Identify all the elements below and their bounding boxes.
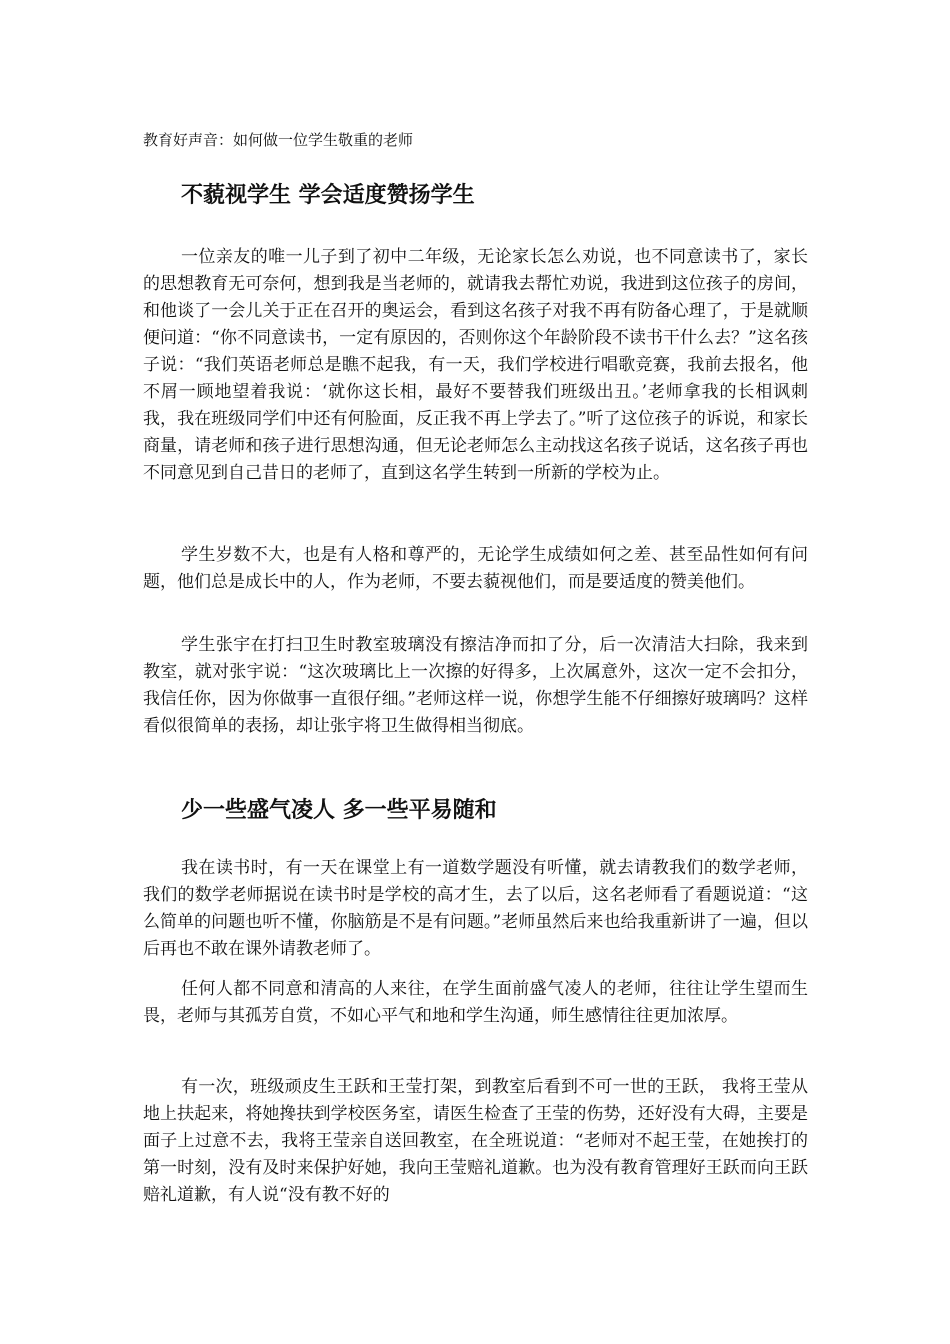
section-title: 不藐视学生 学会适度赞扬学生 (181, 183, 475, 208)
paragraph: 学生张宇在打扫卫生时教室玻璃没有擦洁净而扣了分，后一次清洁大扫除，我来到教室，就对张宇说：“这次玻璃比上一次擦的好得多，上次属意外，这次一定不会扣分，我信任你，因为你做事一直很仔细。”老师这样一说，你想学生能不仔细擦好玻璃吗？这样看似很简单的表扬，却让张宇将卫生做得相当彻底。 (143, 635, 808, 736)
paragraph: 任何人都不同意和清高的人来往，在学生面前盛气凌人的老师，往往让学生望而生畏，老师与其孤芳自赏，不如心平气和地和学生沟通，师生感情往往更加浓厚。 (143, 979, 808, 1026)
paragraph: 有一次，班级顽皮生王跃和王莹打架，到教室后看到不可一世的王跃， 我将王莹从地上扶起来，将她搀扶到学校医务室，请医生检查了王莹的伤势，还好没有大碍，主要是面子上过意不去，我将王莹亲自送回教室，在全班说道：“老师对不起王莹，在她挨打的第一时刻，没有及时来保护好她，我向王莹赔礼道歉。也为没有教育管理好王跃而向王跃赔礼道歉，有人说“没有教不好的 (143, 1077, 808, 1205)
paragraph: 一位亲友的唯一儿子到了初中二年级，无论家长怎么劝说，也不同意读书了，家长的思想教育无可奈何，想到我是当老师的，就请我去帮忙劝说，我进到这位孩子的房间，和他谈了一会儿关于正在召开的奥运会，看到这名孩子对我不再有防备心理了，于是就顺便问道：“你不同意读书，一定有原因的，否则你这个年龄阶段不读书干什么去？”这名孩子说：“我们英语老师总是瞧不起我，有一天，我们学校进行唱歌竞赛，我前去报名，他不屑一顾地望着我说：‘就你这长相，最好不要替我们班级出丑。’老师拿我的长相讽刺我，我在班级同学们中还有何脸面，反正我不再上学去了。”听了这位孩子的诉说，和家长商量，请老师和孩子进行思想沟通，但无论老师怎么主动找这名孩子说话，这名孩子再也不同意见到自己昔日的老师了，直到这名学生转到一所新的学校为止。 (143, 247, 808, 483)
paragraph: 学生岁数不大，也是有人格和尊严的，无论学生成绩如何之差、甚至品性如何有问题，他们总是成长中的人，作为老师，不要去藐视他们，而是要适度的赞美他们。 (143, 545, 808, 592)
document-header: 教育好声音：如何做一位学生敬重的老师 (143, 131, 414, 149)
paragraph: 我在读书时，有一天在课堂上有一道数学题没有听懂，就去请教我们的数学老师，我们的数学老师据说在读书时是学校的高才生，去了以后，这名老师看了看题说道：“这么简单的问题也听不懂，你脑筋是不是有问题。”老师虽然后来也给我重新讲了一遍，但以后再也不敢在课外请教老师了。 (143, 858, 808, 959)
section-title: 少一些盛气凌人 多一些平易随和 (181, 798, 497, 823)
